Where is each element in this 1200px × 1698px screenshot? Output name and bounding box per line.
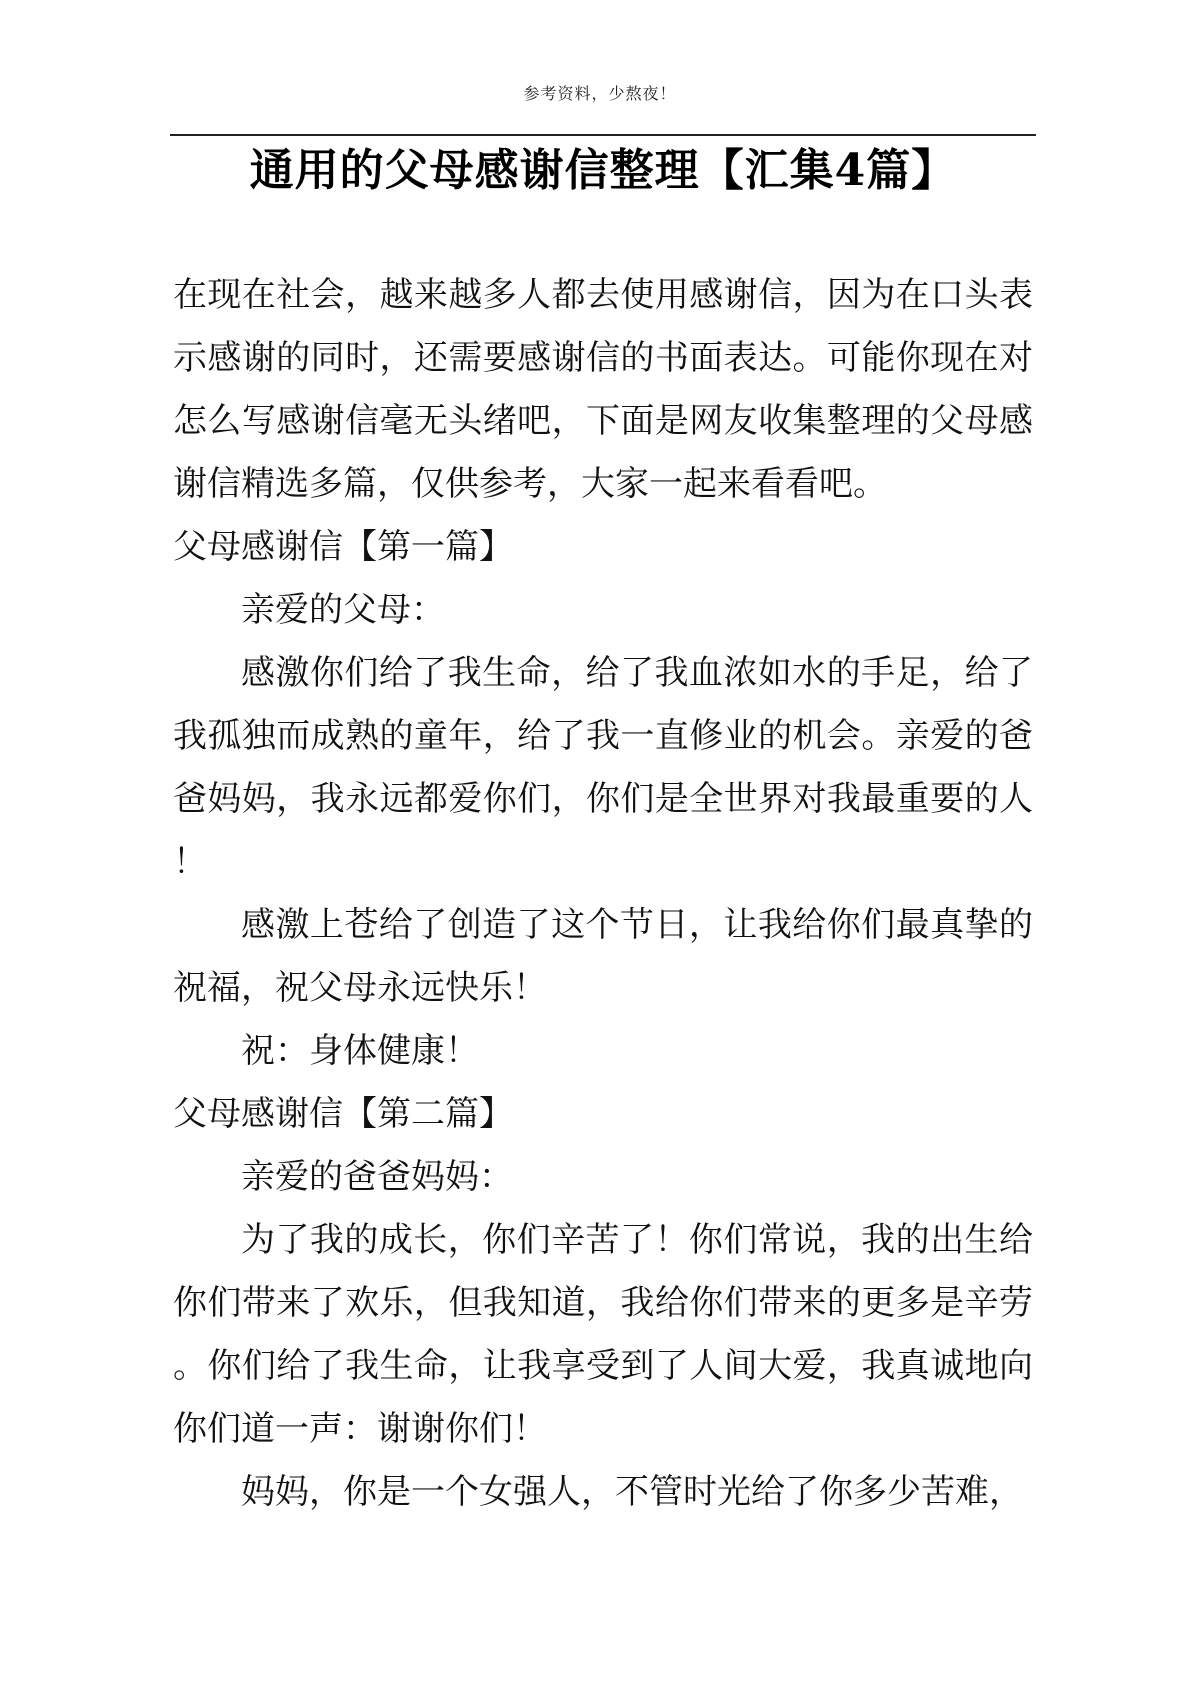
- document-body: [173, 264, 1033, 1524]
- section-heading-1: 父母感谢信【第一篇】: [173, 527, 513, 567]
- intro-paragraph: 在现在社会，越来越多人都去使用感谢信，因为在口头表示感谢的同时，还需要感谢信的书面表达。可能你现在对怎么写感谢信毫无头绪吧，下面是网友收集整理的父母感谢信精选多篇，仅供参考，大家一起来看看吧。: [173, 275, 1033, 504]
- section1-paragraph-3: 祝：身体健康！: [241, 1031, 479, 1071]
- salutation-1: 亲爱的父母：: [241, 590, 445, 630]
- section-heading-2: 父母感谢信【第二篇】: [173, 1094, 513, 1134]
- header-note: 参考资料，少熬夜！: [523, 84, 677, 103]
- section2-paragraph-2: 妈妈，你是一个女强人，不管时光给了你多少苦难，: [241, 1472, 1023, 1512]
- section1-paragraph-1: 感激你们给了我生命，给了我血浓如水的手足，给了我孤独而成熟的童年，给了我一直修业的机会。亲爱的爸爸妈妈，我永远都爱你们，你们是全世界对我最重要的人！: [173, 653, 1033, 882]
- document-title: 通用的父母感谢信整理【汇集4篇】: [249, 145, 957, 196]
- salutation-2: 亲爱的爸爸妈妈：: [241, 1157, 513, 1197]
- section2-paragraph-1: 为了我的成长，你们辛苦了！你们常说，我的出生给你们带来了欢乐，但我知道，我给你们带来的更多是辛劳。你们给了我生命，让我享受到了人间大爱，我真诚地向你们道一声：谢谢你们！: [173, 1220, 1033, 1449]
- header-divider: [170, 134, 1036, 136]
- section1-paragraph-2: 感激上苍给了创造了这个节日，让我给你们最真挚的祝福，祝父母永远快乐！: [173, 905, 1033, 1008]
